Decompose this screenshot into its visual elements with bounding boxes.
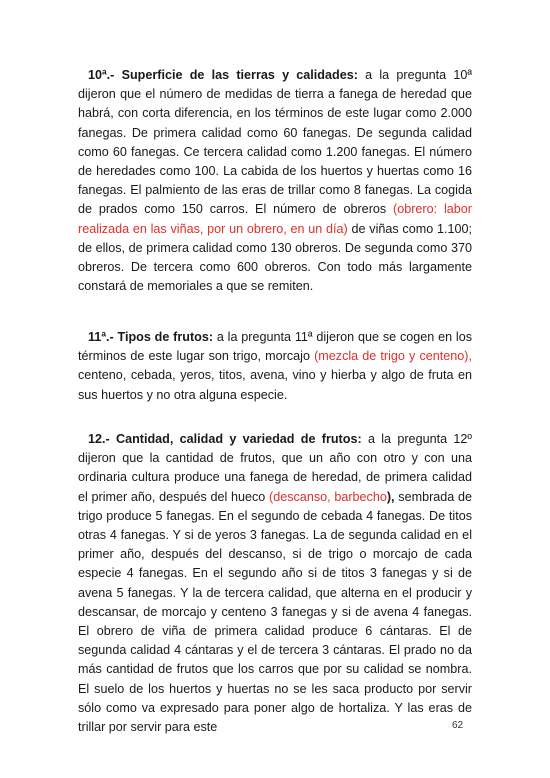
paragraph-question-11 <box>78 328 472 405</box>
text-10-part1: a la pregunta 10ª dijeron que el número de medidas de tierra a fanega de heredad que habrá, con corta diferencia, en los términos de este lugar como 2.000 fanegas. De primera calidad como 60 fanegas. De segunda calidad como 60 fanegas. Ce tercera calidad como 1.200 fanegas. El número de heredades como 100. La cabida de los huertos y huertas como 16 fanegas. El palmiento de las eras de trillar como 8 fanegas. La cogida de prados como 150 carros. El número de obreros <box>78 68 472 217</box>
note-12-hueco: (descanso, barbecho <box>269 489 387 504</box>
paragraph-question-10 <box>78 66 472 296</box>
page-number: 62 <box>452 720 464 731</box>
heading-12: 12.- Cantidad, calidad y variedad de frutos: <box>88 432 362 446</box>
text-11-part1: a la pregunta 11ª dijeron que se cogen en los términos de este lugar son trigo, morcajo <box>78 330 472 364</box>
heading-10: 10ª.- Superficie de las tierras y calidades: <box>88 68 358 82</box>
note-11-morcajo: (mezcla de trigo y centeno), <box>314 349 472 364</box>
note-12-close: ), <box>386 489 395 504</box>
text-10-part2: de viñas como 1.100; de ellos, de primera calidad como 130 obreros. De segunda como 370 obreros. De tercera como 600 obreros. Con todo más largamente constará de memoriales a que se remiten. <box>78 221 472 294</box>
note-10-obrero: (obrero: labor realizada en las viñas, por un obrero, en un día) <box>78 202 472 236</box>
paragraph-question-12 <box>78 430 472 737</box>
heading-11: 11ª.- Tipos de frutos: <box>88 330 214 344</box>
text-11-part2: centeno, cebada, yeros, titos, avena, vino y hierba y algo de fruta en sus huertos y no otra alguna especie. <box>78 368 472 402</box>
text-12-part1: a la pregunta 12º dijeron que la cantidad de frutos, que un año con otro y con una ordinaria cultura produce una fanega de heredad, de primera calidad el primer año, después del hueco <box>78 432 472 504</box>
text-12-part2: sembrada de trigo produce 5 fanegas. En el segundo de cebada 4 fanegas. De titos otras 4 fanegas. Y si de yeros 3 fanegas. La de segunda calidad en el primer año, después del descanso, si de trigo o morcajo de cada especie 4 fanegas. En el segundo año si de titos 3 fanegas y si de avena 5 fanegas. Y la de tercera calidad, que alterna en el producir y descansar, de morcajo y centeno 3 fanegas y si de avena 4 fanegas. El obrero de viña de primera calidad produce 6 cántaras. El de segunda calidad 4 cántaras y el de tercera 3 cántaras. El prado no da más cantidad de frutos que los carros que por su calidad se nombra. El suelo de los huertos y huertas no se les saca producto por servir sólo como va expresado para poner algo de hortaliza. Y las eras de trillar por servir para este <box>78 489 472 735</box>
